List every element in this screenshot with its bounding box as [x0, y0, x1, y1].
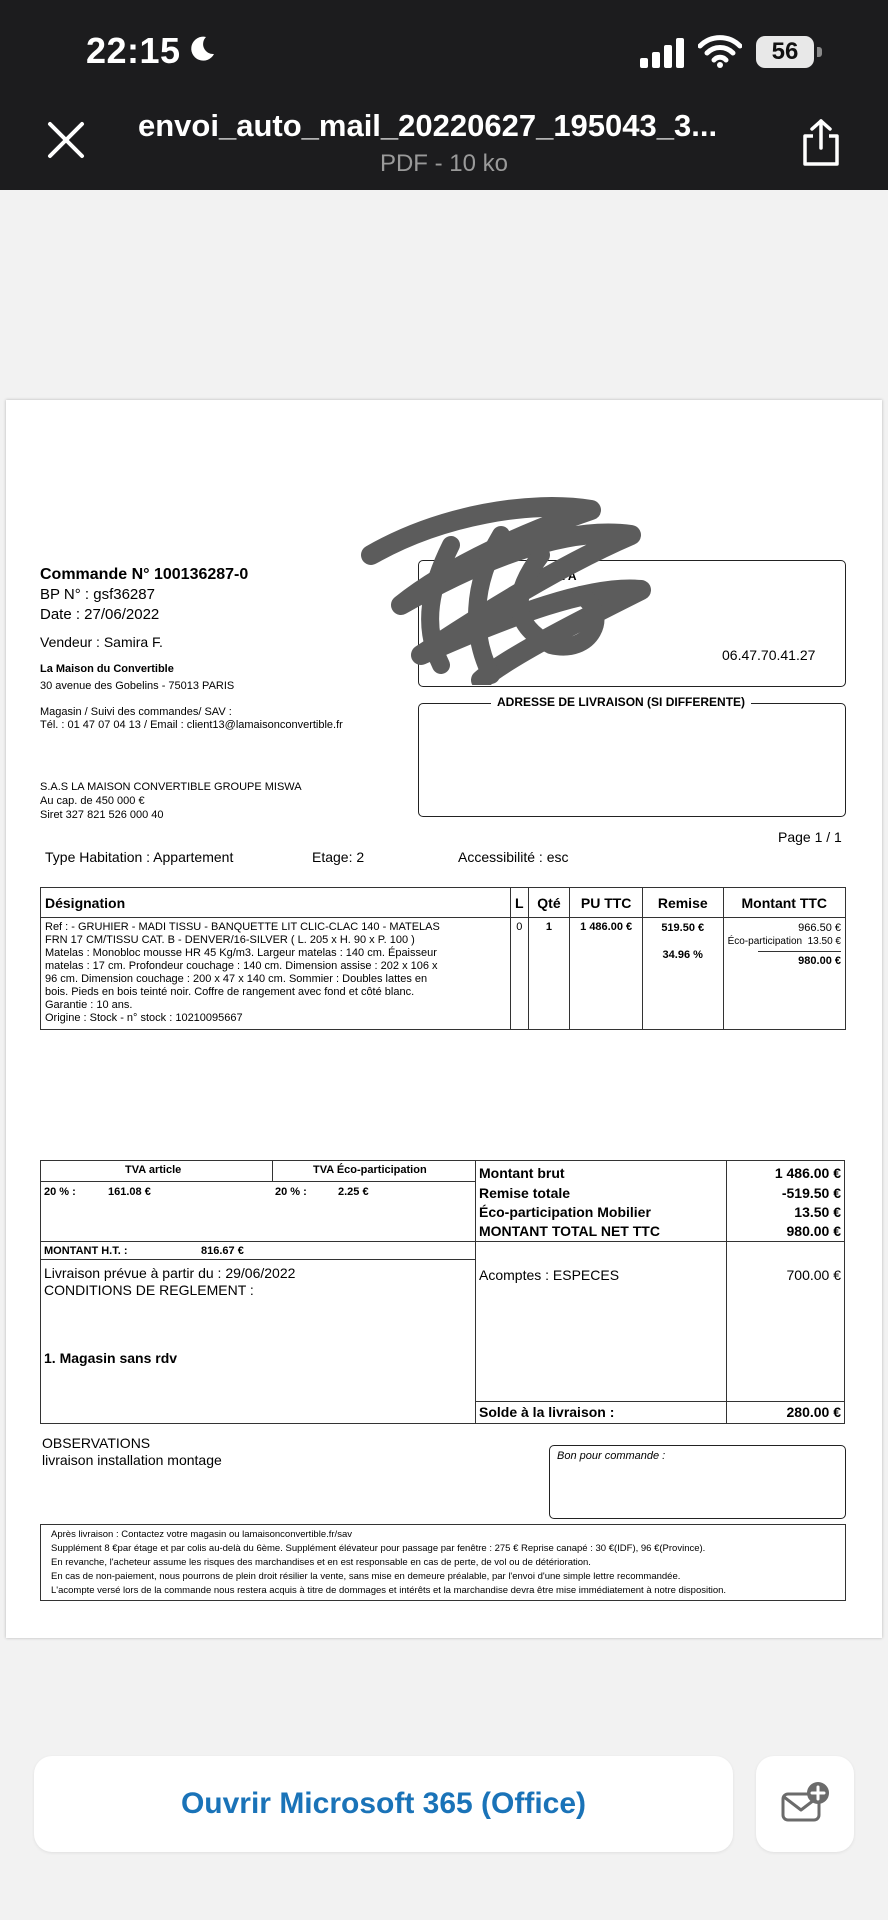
col-qte: Qté [528, 888, 570, 918]
battery-level: 56 [756, 36, 814, 68]
magasin-rdv: 1. Magasin sans rdv [44, 1350, 178, 1366]
item-l: 0 [510, 918, 528, 1030]
wifi-icon [698, 34, 742, 68]
client-phone: 06.47.70.41.27 [722, 647, 816, 663]
tva-eco-value: 2.25 € [338, 1186, 369, 1198]
summary-label: Montant brut [479, 1165, 565, 1181]
item-remise [642, 918, 723, 1030]
order-title: Commande N° 100136287-0 [40, 566, 249, 583]
acomptes-value: 700.00 € [786, 1267, 841, 1283]
accessibilite: Accessibilité : esc [458, 849, 569, 865]
summary-value: 1 486.00 € [774, 1165, 841, 1181]
company-address: 30 avenue des Gobelins - 75013 PARIS [40, 680, 235, 692]
item-line: Matelas : Monobloc mousse HR 45 Kg/m3. Largeur matelas : 140 cm. Épaisseur [45, 947, 437, 959]
document-title: envoi_auto_mail_20220627_195043_3... [138, 108, 718, 143]
summary-label: Éco-participation Mobilier [479, 1204, 651, 1220]
item-eco [728, 935, 841, 949]
top-bar [0, 0, 888, 190]
item-remise-pct: 34.96 % [662, 949, 703, 961]
ht-label: MONTANT H.T. : [44, 1245, 128, 1257]
bp-number: BP N° : gsf36287 [40, 586, 155, 603]
footer-line: En cas de non-paiement, nous pourrons de plein droit résilier la vente, sans mise en demeure préalable, par l'envoi d'une simple lettre recommandée. [51, 1571, 681, 1582]
footer-line: L'acompte versé lors de la commande nous restera acquis à titre de dommages et intérêts et la marchandise devra être mise immédiatement à notre disposition. [51, 1585, 727, 1596]
table-row [41, 918, 846, 1030]
ht-value: 816.67 € [201, 1245, 244, 1257]
legal-name: S.A.S LA MAISON CONVERTIBLE GROUPE MISWA [40, 781, 302, 793]
col-pu: PU TTC [570, 888, 643, 918]
service-label: Magasin / Suivi des commandes/ SAV : [40, 706, 232, 718]
col-l: L [510, 888, 528, 918]
company-name: La Maison du Convertible [40, 663, 174, 675]
acomptes-label: Acomptes : ESPECES [479, 1267, 620, 1283]
item-total: 980.00 € [758, 951, 841, 968]
observations-title: OBSERVATIONS [42, 1435, 151, 1451]
item-montant-value: 966.50 € [798, 922, 841, 934]
tva-article-header: TVA article [125, 1164, 182, 1176]
habitation-type: Type Habitation : Appartement [45, 849, 234, 865]
delivery-address-box [418, 695, 846, 817]
pdf-page [6, 400, 882, 1638]
item-line: matelas : 17 cm. Profondeur couchage : 140 cm. Dimension assise : 202 x 106 x [45, 960, 438, 972]
bon-pour-commande-box [549, 1445, 846, 1519]
summary-value: 980.00 € [786, 1223, 841, 1239]
divider [41, 1181, 475, 1182]
solde-label: Solde à la livraison : [479, 1404, 615, 1420]
items-table [40, 887, 846, 1030]
vendor: Vendeur : Samira F. [40, 634, 163, 650]
tva-article-rate: 20 % : [44, 1186, 76, 1198]
item-line: bois. Pieds en bois teinté noir. Coffre de rangement avec fond et côté blanc. [45, 986, 415, 998]
col-remise: Remise [642, 888, 723, 918]
legal-siret: Siret 327 821 526 000 40 [40, 809, 164, 821]
observations-text: livraison installation montage [42, 1452, 222, 1468]
client-name-partial: RIE A [545, 569, 577, 583]
item-designation [41, 918, 511, 1030]
totals-block [40, 1160, 845, 1424]
item-line: Origine : Stock - n° stock : 10210095667 [45, 1012, 243, 1024]
footer-line: Après livraison : Contactez votre magasin ou lamaisonconvertible.fr/sav [51, 1529, 352, 1540]
tva-eco-header: TVA Éco-participation [313, 1164, 427, 1176]
divider [475, 1241, 845, 1242]
item-remise-amount: 519.50 € [661, 922, 705, 934]
battery-cap [817, 47, 822, 57]
status-time: 22:15 [86, 30, 181, 71]
battery-icon [756, 36, 822, 68]
divider [41, 1241, 475, 1242]
divider [41, 1259, 475, 1260]
client-label-partial: l : [437, 647, 448, 662]
divider [475, 1401, 845, 1402]
col-designation: Désignation [41, 888, 511, 918]
item-montant [723, 918, 845, 1030]
divider [726, 1161, 727, 1423]
etage: Etage: 2 [312, 849, 365, 865]
livraison-date: Livraison prévue à partir du : 29/06/2022 [44, 1265, 296, 1281]
solde-value: 280.00 € [786, 1404, 841, 1420]
footer-line: En revanche, l'acheteur assume les risques des marchandises et en est responsable en cas de perte, de vol ou de détérioration. [51, 1557, 591, 1568]
item-pu: 1 486.00 € [570, 918, 643, 1030]
mail-plus-icon [780, 1780, 830, 1828]
col-montant: Montant TTC [723, 888, 845, 918]
item-line: 96 cm. Dimension couchage : 200 x 47 x 140 cm. Sommier : Doubles lattes en [45, 973, 428, 985]
footer-conditions [40, 1524, 846, 1601]
share-icon[interactable] [798, 118, 844, 168]
add-mail-button[interactable] [756, 1756, 854, 1852]
divider [475, 1161, 476, 1423]
moon-icon [187, 34, 217, 64]
item-eco-label: Éco-participation [727, 936, 803, 947]
item-line: Ref : - GRUHIER - MADI TISSU - BANQUETTE LIT CLIC-CLAC 140 - MATELAS [45, 921, 440, 933]
item-line: Garantie : 10 ans. [45, 999, 133, 1011]
page-number: Page 1 / 1 [778, 829, 842, 845]
summary-value: -519.50 € [781, 1185, 841, 1201]
footer-line: Supplément 8 €par étage et par colis au-delà du 6ème. Supplément élévateur pour passage par fenêtre : 275 € Reprise canapé : 30 €(IDF), 96 €(Province). [51, 1543, 706, 1554]
document-subtitle: PDF - 10 ko [379, 150, 509, 177]
summary-label: MONTANT TOTAL NET TTC [479, 1223, 660, 1239]
summary-label: Remise totale [479, 1185, 571, 1201]
signal-icon [640, 38, 686, 68]
redaction-scribble [361, 495, 671, 685]
service-contact: Tél. : 01 47 07 04 13 / Email : client13@lamaisonconvertible.fr [40, 719, 343, 731]
delivery-address-title: ADRESSE DE LIVRAISON (SI DIFFERENTE) [491, 695, 751, 709]
summary-value: 13.50 € [794, 1204, 841, 1220]
legal-capital: Au cap. de 450 000 € [40, 795, 145, 807]
order-date: Date : 27/06/2022 [40, 606, 160, 623]
divider [272, 1161, 273, 1181]
open-microsoft-365-button[interactable]: Ouvrir Microsoft 365 (Office) [34, 1756, 733, 1852]
item-eco-value: 13.50 € [807, 936, 841, 947]
item-qte: 1 [528, 918, 570, 1030]
conditions-reglement: CONDITIONS DE REGLEMENT : [44, 1282, 254, 1298]
bon-pour-label: Bon pour commande : [557, 1450, 666, 1462]
tva-eco-rate: 20 % : [275, 1186, 307, 1198]
tva-article-value: 161.08 € [108, 1186, 151, 1198]
item-line: FRN 17 CM/TISSU CAT. B - DENVER/16-SILVER ( L. 205 x H. 90 x P. 100 ) [45, 934, 415, 946]
